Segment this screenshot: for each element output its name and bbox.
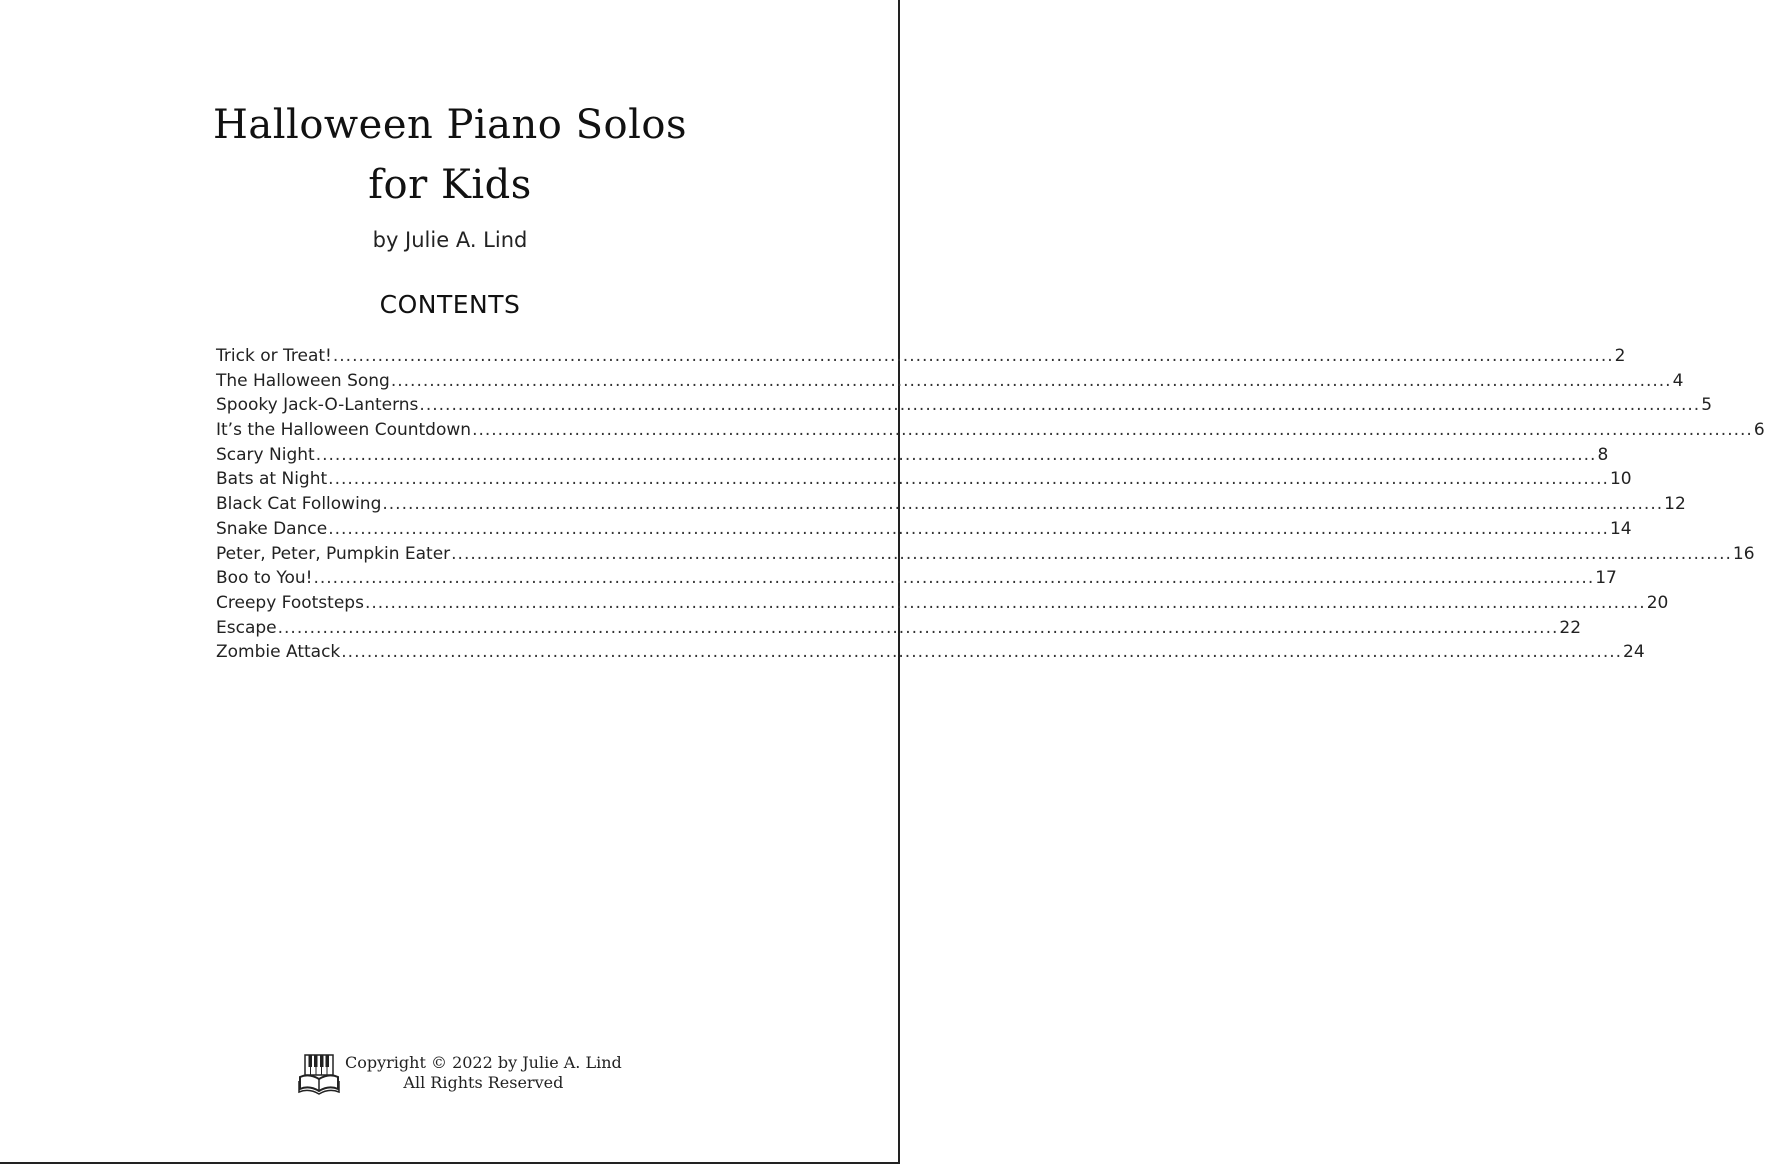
toc-entry-page: 12 [1664,494,1686,515]
toc-entry-title: Zombie Attack [216,642,341,663]
piano-book-logo-icon [297,1051,341,1095]
toc-dot-leader: ........................................................................................................................................................................................................ [313,568,1595,589]
toc-entry-title: Scary Night [216,444,315,465]
toc-entry-page: 16 [1732,543,1755,564]
toc-entry [216,592,1669,618]
toc-dot-leader: ........................................................................................................................................................................................................ [341,642,1623,663]
book-title-line1: Halloween Piano Solos [213,102,687,148]
toc-entry-page: 8 [1597,444,1609,465]
toc-entry-title: Creepy Footsteps [216,592,364,613]
rights-line: All Rights Reserved [403,1073,564,1092]
toc-entry [216,469,1632,494]
toc-entry [216,494,1686,519]
toc-entry [216,617,1582,643]
toc-entry-page: 4 [1672,370,1684,391]
author-line: by Julie A. Lind [372,228,528,252]
toc-entry-title: Trick or Treat! [216,346,332,366]
toc-entry-title: Escape [216,617,277,638]
toc-entry [216,420,1765,445]
toc-entry-title: Black Cat Following [216,494,382,515]
toc-dot-leader: ........................................................................................................................................................................................................ [277,617,1559,638]
toc-dot-leader: ........................................................................................................................................................................................................ [390,370,1672,391]
toc-entry-page: 6 [1753,420,1765,441]
contents-heading: CONTENTS [379,290,521,319]
copyright-line: Copyright © 2022 by Julie A. Lind [345,1053,622,1072]
toc-dot-leader: ........................................................................................................................................................................................................ [315,444,1597,465]
toc-dot-leader: ........................................................................................................................................................................................................ [332,346,1614,366]
toc-entry-title: Bats at Night [216,469,328,490]
table-of-contents [216,346,1765,667]
toc-dot-leader: ........................................................................................................................................................................................................ [419,395,1701,416]
toc-entry-title: Boo to You! [216,568,313,589]
toc-entry [216,642,1645,667]
toc-entry-page: 17 [1595,568,1617,589]
toc-dot-leader: ........................................................................................................................................................................................................ [328,469,1609,490]
toc-dot-leader: ........................................................................................................................................................................................................ [382,494,1664,515]
copyright-footer [297,1051,622,1095]
toc-entry-title: Spooky Jack-O-Lanterns [216,395,419,416]
toc-entry-title: The Halloween Song [216,370,390,391]
toc-entry-title: It’s the Halloween Countdown [216,420,472,441]
toc-dot-leader: ........................................................................................................................................................................................................ [472,420,1753,441]
book-title-line2: for Kids [368,162,532,208]
toc-entry-page: 2 [1614,346,1626,366]
toc-entry-page: 10 [1609,469,1632,490]
toc-entry-page: 22 [1559,617,1582,638]
toc-entry [216,346,1626,371]
footer-text [345,1053,622,1093]
toc-entry-page: 20 [1646,592,1669,613]
toc-entry [216,395,1713,420]
toc-dot-leader: ........................................................................................................................................................................................................ [451,543,1732,564]
toc-dot-leader: ........................................................................................................................................................................................................ [328,518,1609,539]
toc-entry-page: 24 [1623,642,1645,663]
toc-entry-title: Peter, Peter, Pumpkin Eater [216,543,451,564]
toc-entry-page: 5 [1701,395,1713,416]
toc-entry-page: 14 [1609,518,1632,539]
toc-entry [216,370,1684,396]
toc-entry [216,568,1617,593]
toc-entry [216,444,1609,470]
toc-entry [216,543,1755,569]
toc-entry [216,518,1632,544]
toc-entry-title: Snake Dance [216,518,328,539]
toc-dot-leader: ........................................................................................................................................................................................................ [364,592,1646,613]
